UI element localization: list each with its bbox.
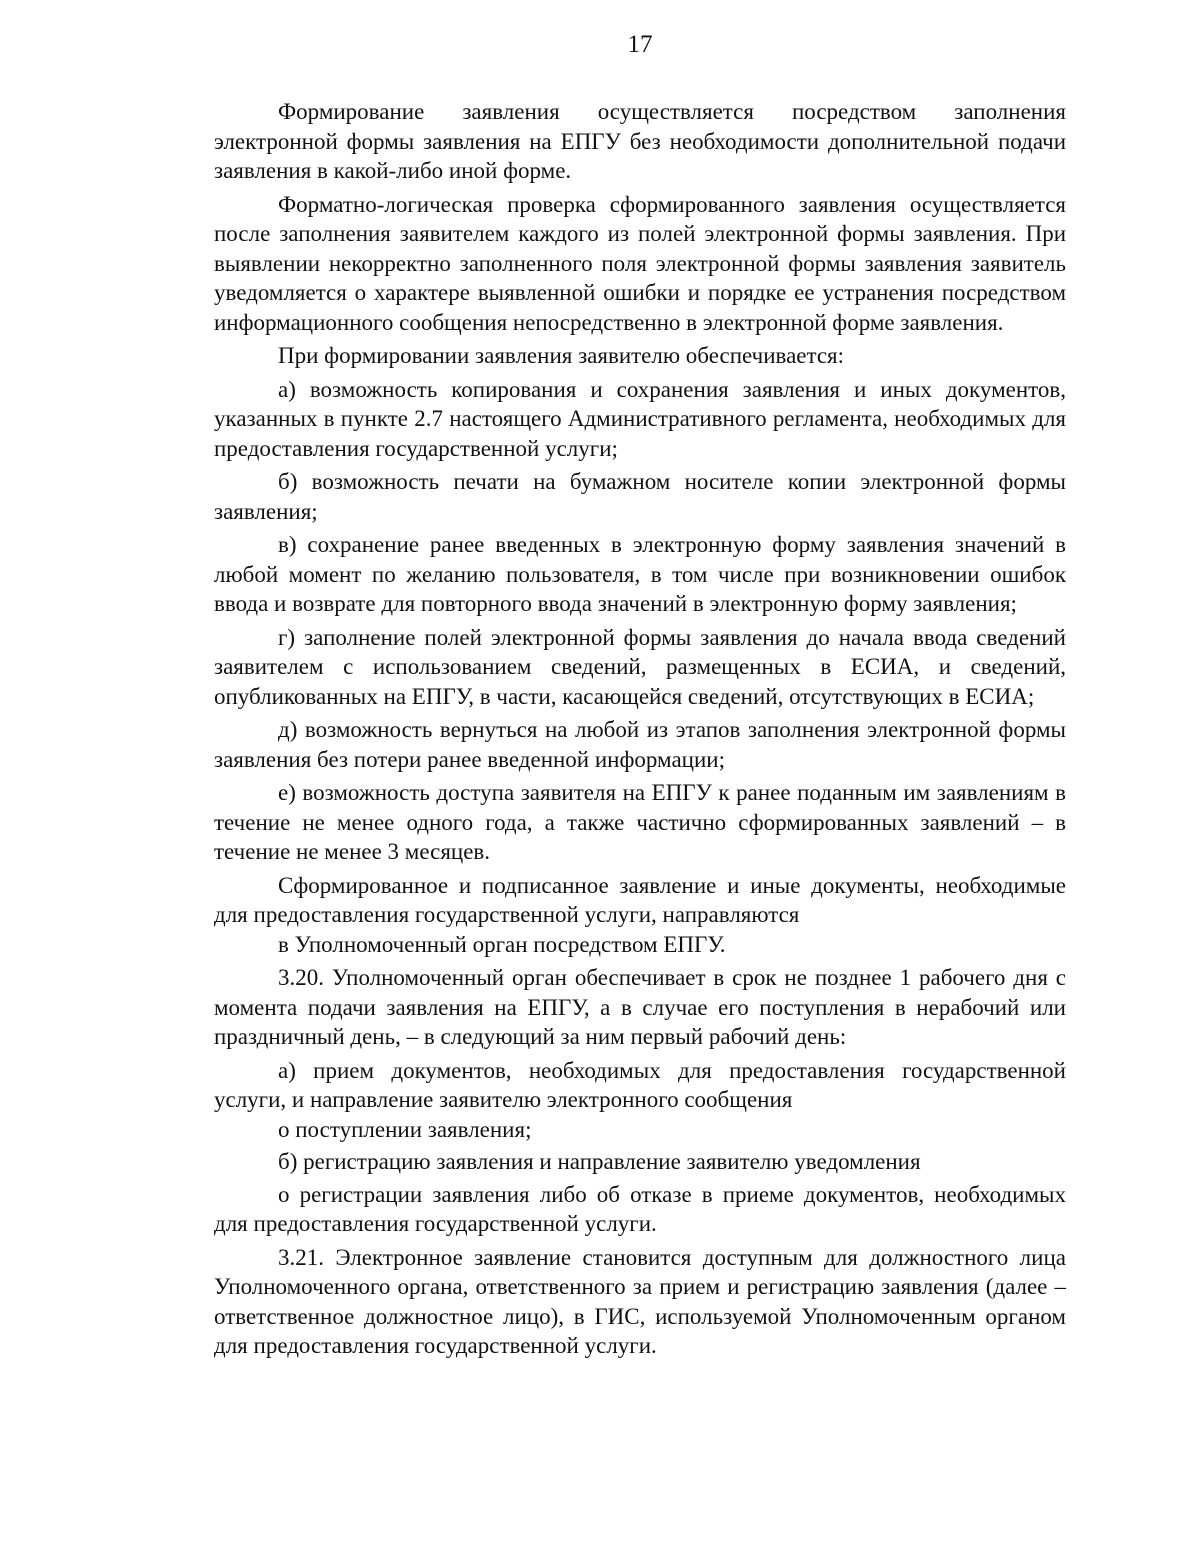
document-body: [214, 97, 1066, 1365]
list-item-d-autofill: г) заполнение полей электронной формы заявления до начала ввода сведений заявителем с использованием сведений, размещенных в ЕСИА, и сведений, опубликованных на ЕПГУ, в части, касающейся сведений, отсутствующих в ЕСИА;: [214, 624, 1066, 709]
list-item-a-receipt: а) прием документов, необходимых для предоставления государственной услуги, и направление заявителю электронного сообщения: [214, 1057, 1066, 1112]
list-item-b-registration: б) регистрацию заявления и направление заявителю уведомления: [278, 1149, 921, 1174]
paragraph-signed-application: Сформированное и подписанное заявление и иные документы, необходимые для предоставления государственной услуги, направляются: [214, 872, 1066, 927]
paragraph-form-submission: Формирование заявления осуществляется посредством заполнения электронной формы заявления на ЕПГУ без необходимости дополнительной подачи заявления в какой-либо иной форме.: [214, 99, 1066, 183]
list-item-b-print: б) возможность печати на бумажном носителе копии электронной формы заявления;: [214, 469, 1066, 524]
paragraph-receipt-continuation: о поступлении заявления;: [278, 1116, 532, 1142]
list-item-c-save-values: в) сохранение ранее введенных в электронную форму заявления значений в любой момент по желанию пользователя, в том числе при возникновении ошибок ввода и возврате для повторного ввода значений в электронную форму заявления;: [214, 532, 1066, 616]
list-item-a-copy-save: а) возможность копирования и сохранения заявления и иных документов, указанных в пункте 2.7 настоящего Административного регламента, необходимых для предоставления государственной услуги;: [214, 376, 1066, 461]
paragraph-format-check: Форматно-логическая проверка сформированного заявления осуществляется после заполнения заявителем каждого из полей электронной формы заявления. При выявлении некорректно заполненного поля электронной формы заявления заявитель уведомляется о характере выявленной ошибки и порядке ее устранения посредством информационного сообщения непосредственно в электронной форме заявления.: [214, 191, 1066, 335]
paragraph-via-epgu: в Уполномоченный орган посредством ЕПГУ.: [278, 931, 726, 957]
page-number: 17: [627, 31, 653, 58]
paragraph-registration-continuation: о регистрации заявления либо об отказе в приеме документов, необходимых для предоставления государственной услуги.: [214, 1181, 1066, 1236]
paragraph-3-21: 3.21. Электронное заявление становится доступным для должностного лица Уполномоченного органа, ответственного за прием и регистрацию заявления (далее – ответственное должностное лицо), в ГИС, используемой Уполномоченным органом для предоставления государственной услуги.: [214, 1244, 1066, 1358]
paragraph-3-20: 3.20. Уполномоченный орган обеспечивает в срок не позднее 1 рабочего дня с момента подачи заявления на ЕПГУ, а в случае его поступления в нерабочий или праздничный день, – в следующий за ним первый рабочий день:: [214, 965, 1066, 1049]
paragraph-applicant-provided: При формировании заявления заявителю обеспечивается:: [278, 343, 844, 368]
list-item-f-access-history: е) возможность доступа заявителя на ЕПГУ к ранее поданным им заявлениям в течение не менее одного года, а также частично сформированных заявлений – в течение не менее 3 месяцев.: [214, 780, 1066, 864]
list-item-e-return-stage: д) возможность вернуться на любой из этапов заполнения электронной формы заявления без потери ранее введенной информации;: [214, 717, 1066, 772]
